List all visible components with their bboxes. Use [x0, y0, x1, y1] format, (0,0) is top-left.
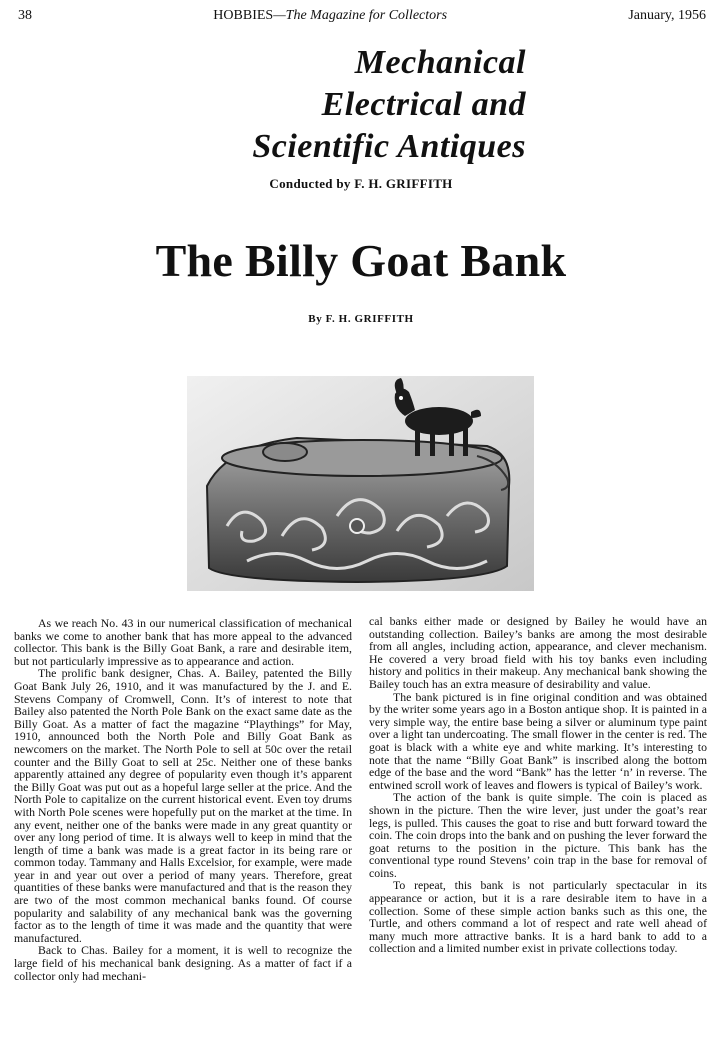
- right-paragraph-3: The action of the bank is quite simple. The coin is placed as shown in the picture. Then the wire lever, just under the goat’s rear legs, is pulled. This causes the goat to rise and butt forward toward the coin. The coin drops into the bank and on pushing the lever forward the goat returns to the position in the picture. This bank has the conventional type round Stevens’ coin trap in the base for removal of coins.: [369, 790, 707, 880]
- left-paragraph-1: As we reach No. 43 in our numerical classification of mechanical banks we come to another bank that has more appeal to the advanced collector. This bank is the Billy Goat Bank, a rare and desirable item, but not particularly impressive as to appearance and action.: [14, 616, 352, 668]
- magazine-tagline: —The Magazine for Collectors: [273, 8, 448, 23]
- right-paragraph-1: cal banks either made or designed by Bailey he would have an outstanding collection. Bailey’s banks are among the most desirable from all angles, including action, appearance, and clever mechanism. He covered a very broad field with his toy banks even including history and politics in their makeup. Any mechanical bank showing the Bailey touch has an extra measure of desirability and value.: [369, 614, 707, 691]
- article-column-right: [369, 615, 707, 955]
- page-number: 38: [18, 8, 32, 23]
- section-conductor: Conducted by F. H. GRIFFITH: [269, 176, 453, 191]
- left-paragraph-2: The prolific bank designer, Chas. A. Bailey, patented the Billy Goat Bank July 26, 1910, and it was manufactured by the J. and E. Stevens Company of Cromwell, Conn. It’s of interest to note that Bailey also patented the North Pole Bank on the exact same date as the Billy Goat. As a matter of fact the magazine “Playthings” for May, 1910, announced both the North Pole and Billy Goat Bank as newcomers on the market. The North Pole to sell at 50c over the retail counter and the Billy Goat to sell at 25c. Neither one of these banks apparently attained any degree of popularity even though it’s apparent the Billy Goat was put out as a hopeful large seller at the price. And the North Pole to capitalize on the current historical event. Even toy drums with North Pole scenes were hopefully put on the market at the time. In any event, neither one of the banks were made in any great quantity or over any long period of time. It is always well to keep in mind that the length of time a bank was made is a great factor in its being rare or common today. Tammany and Halls Excelsior, for example, were made year in and year out over a period of many years. Therefore, great quantities of these banks were manufactured and that is the reason they are two of the most common mechanical banks found. Of course popularity and salability of any mechanical bank was the governing factor as to the length of time it was made and the quantity that were manufactured.: [14, 666, 352, 945]
- issue-date: January, 1956: [628, 8, 706, 23]
- section-title-line-3: Scientific Antiques: [252, 128, 526, 165]
- billy-goat-bank-illustration: [187, 376, 534, 591]
- right-paragraph-4: To repeat, this bank is not particularly spectacular in its appearance or action, but it is a rare desirable item to have in a collection. Some of these simple action banks such as this one, the Turtle, and others command a lot of respect and rate well ahead of many much more attractive banks. It is a hard bank to add to a collection and a limited number exist in private collections today.: [369, 878, 707, 956]
- section-title: [106, 42, 526, 168]
- section-title-line-2: Electrical and: [321, 86, 526, 123]
- article-byline: By F. H. GRIFFITH: [308, 313, 414, 325]
- magazine-title: [213, 8, 447, 24]
- article-column-left: [14, 617, 352, 982]
- left-paragraph-3: Back to Chas. Bailey for a moment, it is well to recognize the large field of his mechanical bank designing. As a matter of fact if a collector only had mechani-: [14, 943, 352, 983]
- billy-goat-bank-photo: [187, 376, 534, 591]
- section-title-line-1: Mechanical: [354, 44, 526, 81]
- article-title: The Billy Goat Bank: [155, 235, 567, 286]
- running-head: [18, 8, 706, 24]
- magazine-name: HOBBIES: [213, 8, 274, 23]
- right-paragraph-2: The bank pictured is in fine original condition and was obtained by the writer some years ago in a Boston antique shop. It is painted in a very simple way, the entire base being a silver or aluminum type paint over a light tan undercoating. The small flower in the center is red. The goat is black with a white eye and white marking. It’s interesting to note that the name “Billy Goat Bank” is inscribed along the bottom edge of the base and the word “Bank” has the letter ‘n’ in reverse. The entwined scroll work of leaves and flowers is typical of Bailey’s work.: [369, 689, 707, 792]
